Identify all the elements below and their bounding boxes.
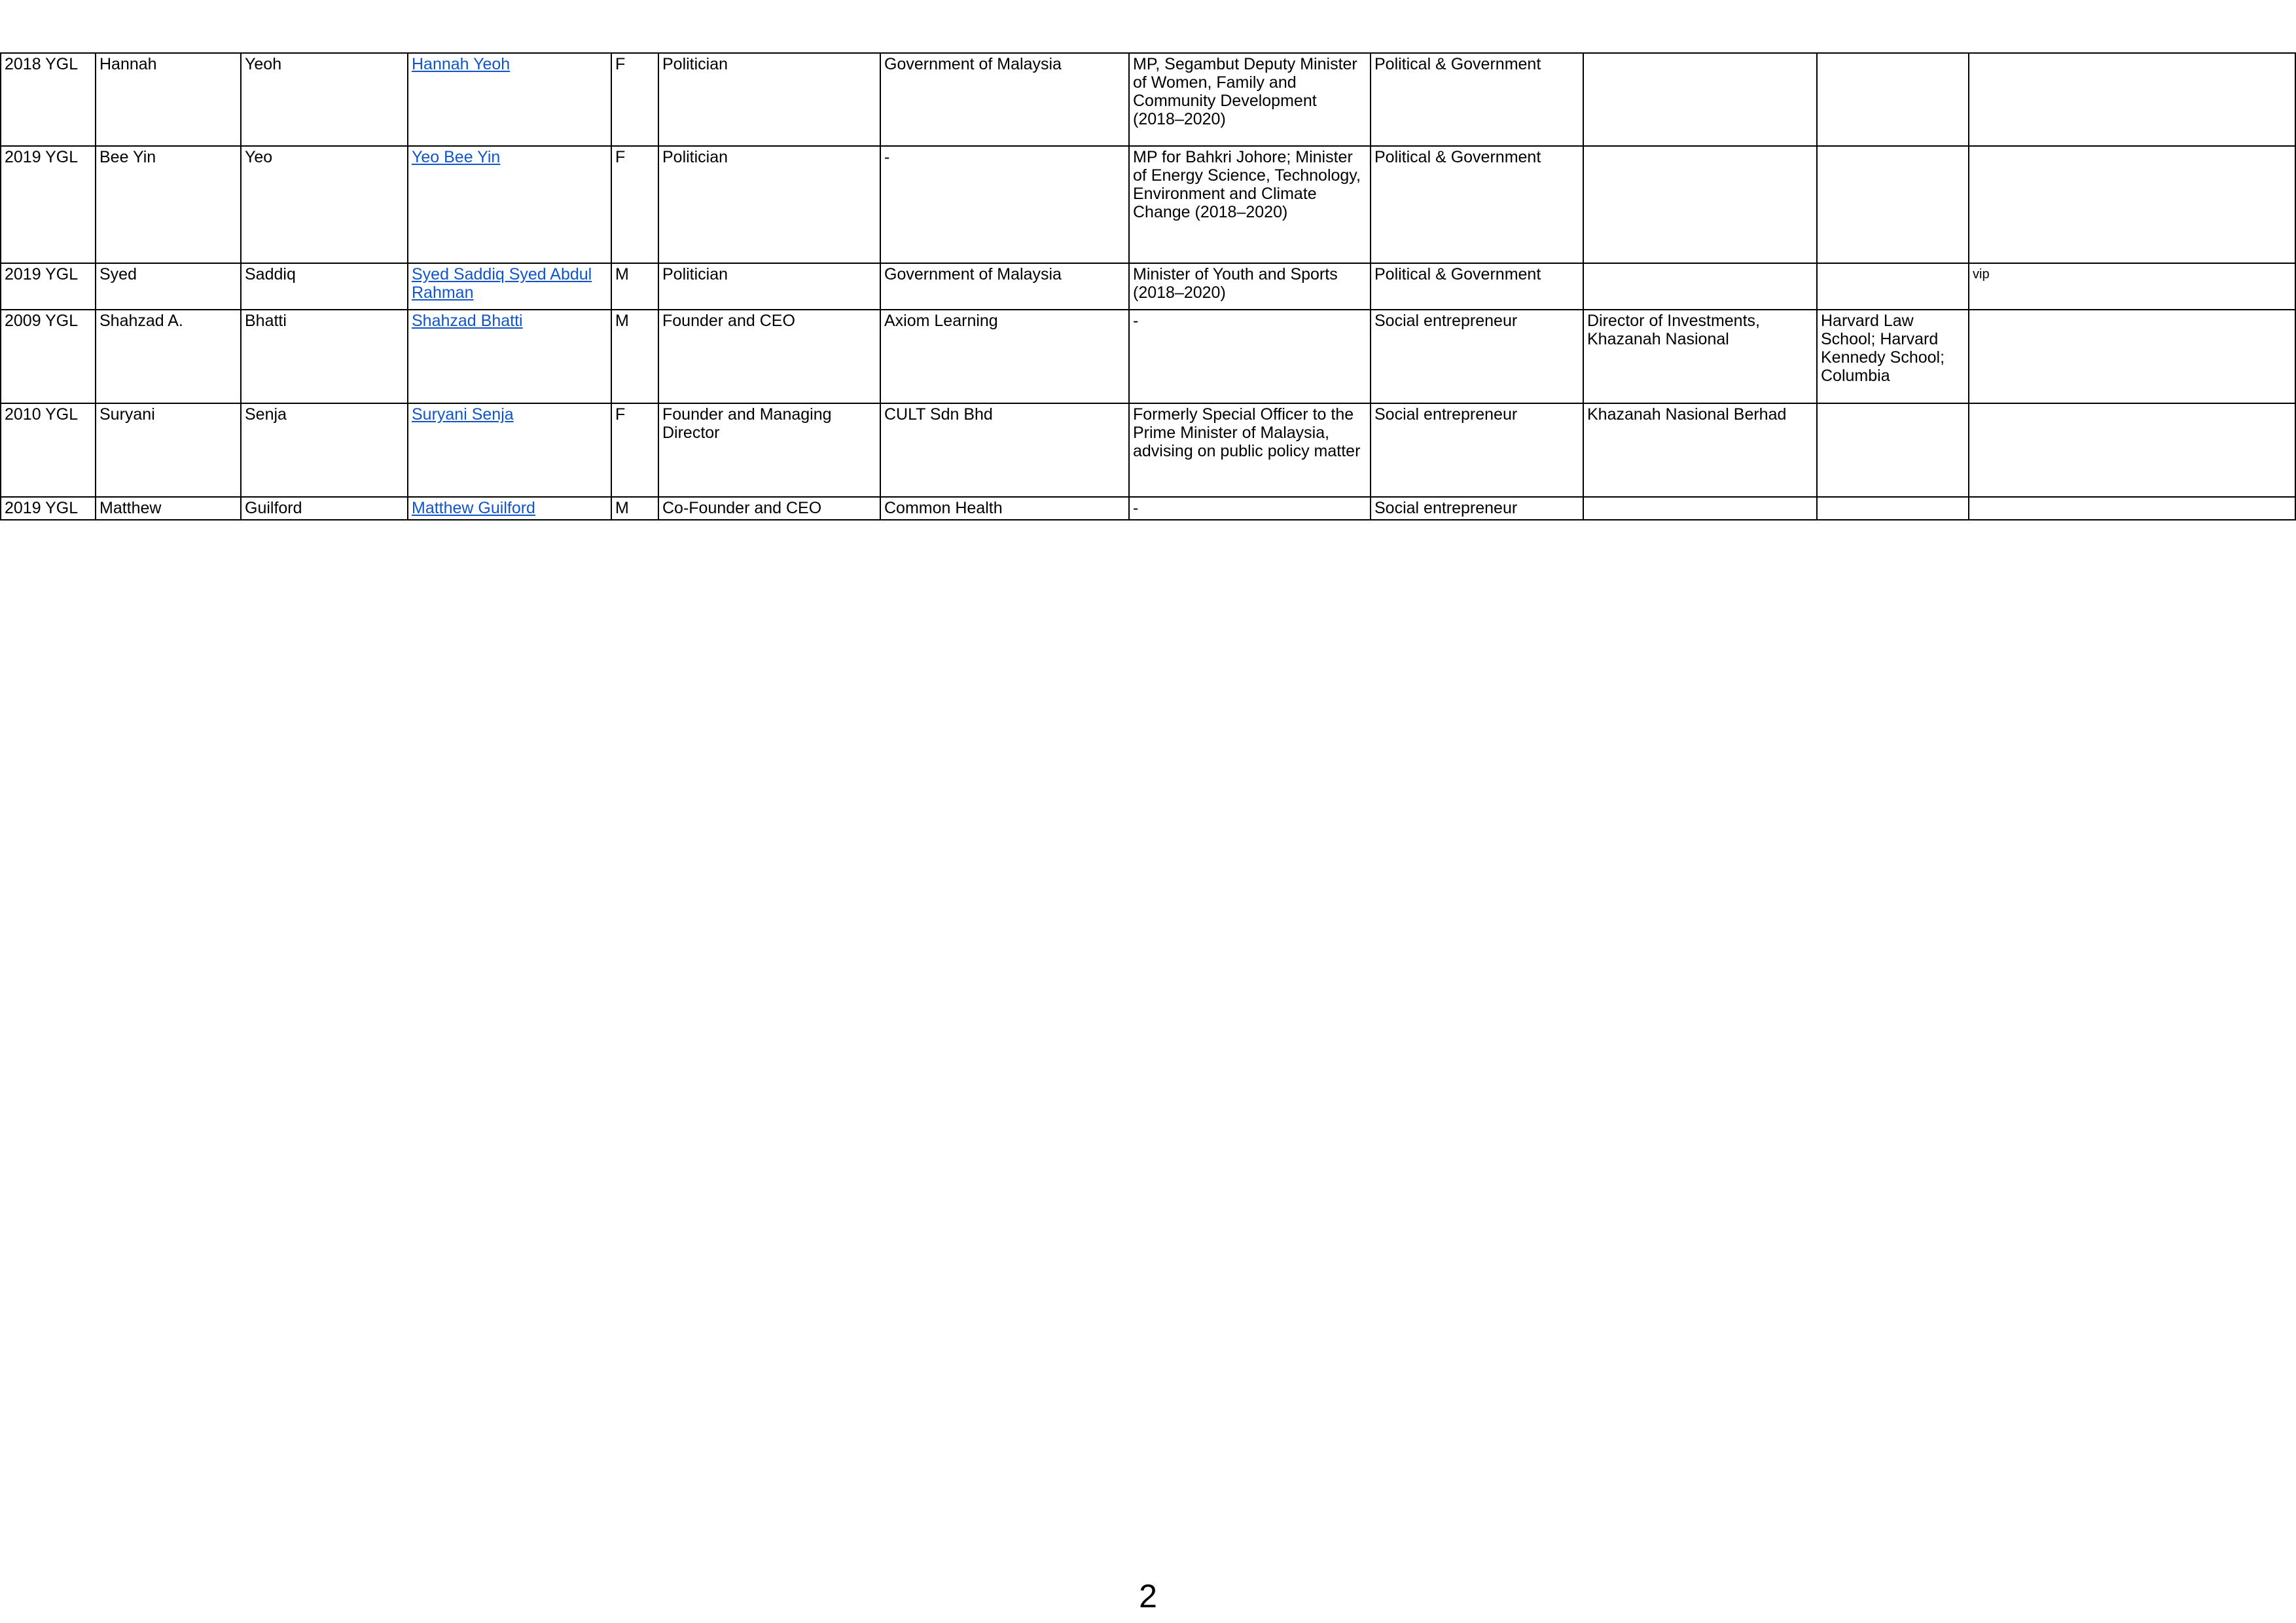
position-cell: - [1129, 497, 1371, 520]
organization-cell: Common Health [880, 497, 1129, 520]
affiliation-cell [1583, 53, 1817, 146]
gender-cell: M [611, 497, 658, 520]
profile-link[interactable]: Shahzad Bhatti [412, 312, 523, 330]
first-name-cell: Shahzad A. [96, 310, 241, 403]
category-cell: Political & Government [1371, 53, 1583, 146]
position-cell: Minister of Youth and Sports (2018–2020) [1129, 263, 1371, 310]
last-name-cell: Saddiq [241, 263, 408, 310]
role-cell: Founder and Managing Director [658, 403, 880, 497]
gender-cell: M [611, 310, 658, 403]
last-name-cell: Yeoh [241, 53, 408, 146]
profile-link-cell [408, 403, 611, 497]
education-cell [1817, 497, 1969, 520]
last-name-cell: Senja [241, 403, 408, 497]
note-cell [1969, 497, 2295, 520]
table-row [1, 53, 2295, 146]
position-cell: MP for Bahkri Johore; Minister of Energy Science, Technology, Environment and Climate Change (2018–2020) [1129, 146, 1371, 263]
table-row [1, 310, 2295, 403]
profile-link[interactable]: Syed Saddiq Syed Abdul Rahman [412, 265, 592, 302]
role-cell: Politician [658, 146, 880, 263]
affiliation-cell: Director of Investments, Khazanah Nasional [1583, 310, 1817, 403]
organization-cell: Government of Malaysia [880, 263, 1129, 310]
category-cell: Political & Government [1371, 146, 1583, 263]
category-cell: Social entrepreneur [1371, 403, 1583, 497]
cohort-cell: 2019 YGL [1, 497, 96, 520]
organization-cell: Axiom Learning [880, 310, 1129, 403]
first-name-cell: Matthew [96, 497, 241, 520]
cohort-cell: 2018 YGL [1, 53, 96, 146]
organization-cell: Government of Malaysia [880, 53, 1129, 146]
role-cell: Founder and CEO [658, 310, 880, 403]
education-cell [1817, 146, 1969, 263]
profile-link-cell [408, 53, 611, 146]
education-cell [1817, 263, 1969, 310]
category-cell: Social entrepreneur [1371, 310, 1583, 403]
profile-link-cell [408, 310, 611, 403]
data-table [0, 52, 2296, 520]
profile-link[interactable]: Suryani Senja [412, 405, 514, 424]
note-cell: vip [1969, 263, 2295, 310]
gender-cell: F [611, 53, 658, 146]
note-cell [1969, 403, 2295, 497]
first-name-cell: Syed [96, 263, 241, 310]
role-cell: Politician [658, 263, 880, 310]
organization-cell: - [880, 146, 1129, 263]
table-row [1, 497, 2295, 520]
position-cell: Formerly Special Officer to the Prime Minister of Malaysia, advising on public policy matter [1129, 403, 1371, 497]
first-name-cell: Bee Yin [96, 146, 241, 263]
cohort-cell: 2009 YGL [1, 310, 96, 403]
position-cell: - [1129, 310, 1371, 403]
affiliation-cell [1583, 263, 1817, 310]
profile-link-cell [408, 497, 611, 520]
affiliation-cell: Khazanah Nasional Berhad [1583, 403, 1817, 497]
organization-cell: CULT Sdn Bhd [880, 403, 1129, 497]
table-row [1, 403, 2295, 497]
profile-link-cell [408, 146, 611, 263]
table-row [1, 146, 2295, 263]
cohort-cell: 2010 YGL [1, 403, 96, 497]
profile-link[interactable]: Hannah Yeoh [412, 55, 511, 73]
note-cell [1969, 53, 2295, 146]
first-name-cell: Hannah [96, 53, 241, 146]
note-cell [1969, 146, 2295, 263]
note-cell [1969, 310, 2295, 403]
profile-link[interactable]: Matthew Guilford [412, 499, 535, 517]
profile-link[interactable]: Yeo Bee Yin [412, 148, 501, 166]
role-cell: Politician [658, 53, 880, 146]
last-name-cell: Guilford [241, 497, 408, 520]
gender-cell: F [611, 146, 658, 263]
cohort-cell: 2019 YGL [1, 263, 96, 310]
gender-cell: F [611, 403, 658, 497]
role-cell: Co-Founder and CEO [658, 497, 880, 520]
gender-cell: M [611, 263, 658, 310]
first-name-cell: Suryani [96, 403, 241, 497]
education-cell [1817, 53, 1969, 146]
table-row [1, 263, 2295, 310]
category-cell: Social entrepreneur [1371, 497, 1583, 520]
page-number: 2 [1139, 1578, 1157, 1614]
education-cell [1817, 403, 1969, 497]
position-cell: MP, Segambut Deputy Minister of Women, Family and Community Development (2018–2020) [1129, 53, 1371, 146]
affiliation-cell [1583, 497, 1817, 520]
education-cell: Harvard Law School; Harvard Kennedy School; Columbia [1817, 310, 1969, 403]
affiliation-cell [1583, 146, 1817, 263]
last-name-cell: Yeo [241, 146, 408, 263]
category-cell: Political & Government [1371, 263, 1583, 310]
cohort-cell: 2019 YGL [1, 146, 96, 263]
last-name-cell: Bhatti [241, 310, 408, 403]
profile-link-cell [408, 263, 611, 310]
